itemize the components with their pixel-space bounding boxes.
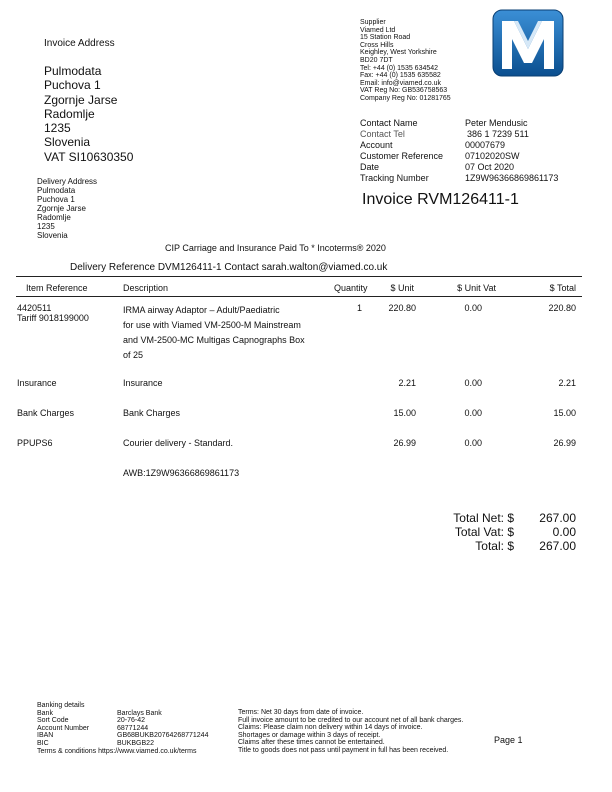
bank-value: BUKBGB22 bbox=[117, 739, 154, 747]
item-unit-vat: 0.00 bbox=[464, 378, 482, 388]
invoice-vat-number: VAT SI10630350 bbox=[44, 149, 134, 164]
viamed-logo bbox=[492, 9, 564, 77]
invoice-address-line: Puchova 1 bbox=[44, 78, 101, 93]
bank-value: GB68BUKB20764268771244 bbox=[117, 732, 209, 740]
invoice-address-line: Slovenia bbox=[44, 135, 91, 150]
delivery-address-line: Zgornje Jarse bbox=[37, 204, 86, 213]
tariff-code: Tariff 9018199000 bbox=[17, 313, 89, 323]
bank-label: Account Number bbox=[37, 724, 90, 732]
description-line: of 25 bbox=[123, 350, 144, 360]
terms-line: Title to goods does not pass until payment in full has been received. bbox=[238, 746, 449, 754]
supplier-line: Company Reg No: 01281765 bbox=[360, 94, 451, 102]
contact-value: 00007679 bbox=[465, 140, 506, 150]
bank-value: 20-76-42 bbox=[117, 717, 146, 725]
item-total: 220.80 bbox=[548, 303, 576, 313]
description-line: for use with Viamed VM-2500-M Mainstream bbox=[123, 320, 301, 330]
delivery-reference-line: Delivery Reference DVM126411-1 Contact sarah.walton@viamed.co.uk bbox=[70, 262, 388, 273]
supplier-block bbox=[360, 19, 451, 103]
description-line: and VM-2500-MC Multigas Capnographs Box bbox=[123, 335, 305, 345]
delivery-address-line: 1235 bbox=[37, 222, 55, 231]
bank-value: Barclays Bank bbox=[117, 709, 162, 717]
total-net-value: 267.00 bbox=[539, 511, 576, 525]
col-unit-vat: $ Unit Vat bbox=[457, 283, 496, 293]
viamed-logo-icon bbox=[492, 9, 564, 77]
supplier-line: Email: info@viamed.co.uk bbox=[360, 79, 442, 87]
bank-row bbox=[37, 725, 197, 733]
contact-value: 07 Oct 2020 bbox=[465, 162, 515, 172]
table-top-rule bbox=[16, 276, 582, 277]
col-total: $ Total bbox=[549, 283, 576, 293]
totals-row bbox=[420, 511, 580, 525]
bank-row bbox=[37, 740, 197, 748]
table-header bbox=[0, 283, 612, 295]
item-reference: Insurance bbox=[17, 378, 57, 388]
table-header-rule bbox=[16, 296, 582, 297]
terms-line: Claims after these times cannot be entertained. bbox=[238, 739, 385, 747]
invoice-address-block bbox=[44, 64, 133, 164]
totals-block bbox=[420, 511, 580, 553]
supplier-line: BD20 7DT bbox=[360, 56, 393, 64]
invoice-address-line: 1235 bbox=[44, 121, 71, 136]
col-item-reference: Item Reference bbox=[26, 283, 88, 293]
bank-label: IBAN bbox=[37, 732, 54, 740]
item-description: Bank Charges bbox=[123, 408, 181, 418]
item-description bbox=[123, 303, 305, 363]
col-quantity: Quantity bbox=[334, 283, 368, 293]
bank-row bbox=[37, 710, 197, 718]
bank-value: 68771244 bbox=[117, 724, 149, 732]
contact-label: Tracking Number bbox=[360, 173, 429, 183]
item-description: Courier delivery - Standard. bbox=[123, 438, 234, 448]
totals-row bbox=[420, 525, 580, 539]
invoice-address-line: Radomlje bbox=[44, 106, 95, 121]
item-unit-price: 2.21 bbox=[398, 378, 416, 388]
totals-row bbox=[420, 539, 580, 553]
item-total: 2.21 bbox=[558, 378, 576, 388]
payment-terms bbox=[238, 709, 463, 755]
terms-line: Claims: Please claim non delivery within 14 days of invoice. bbox=[238, 724, 423, 732]
delivery-address-heading: Delivery Address bbox=[37, 177, 98, 186]
item-unit-price: 26.99 bbox=[393, 438, 416, 448]
contact-label: Contact Name bbox=[360, 118, 418, 128]
item-reference bbox=[17, 303, 89, 323]
contact-value: Peter Mendusic bbox=[465, 118, 528, 128]
item-unit-vat: 0.00 bbox=[464, 408, 482, 418]
incoterms-line: CIP Carriage and Insurance Paid To * Incoterms® 2020 bbox=[165, 243, 386, 253]
invoice-address-line: Pulmodata bbox=[44, 64, 102, 78]
awb-number: AWB:1Z9W96366869861173 bbox=[123, 468, 240, 478]
supplier-line: Fax: +44 (0) 1535 635582 bbox=[360, 72, 441, 80]
total-gross-label: Total: $ bbox=[475, 539, 514, 553]
item-quantity: 1 bbox=[356, 303, 362, 313]
item-unit-price: 220.80 bbox=[388, 303, 416, 313]
delivery-address-line: Slovenia bbox=[37, 231, 68, 240]
contact-label: Date bbox=[360, 162, 380, 172]
contact-label: Account bbox=[360, 140, 393, 150]
item-unit-vat: 0.00 bbox=[464, 303, 482, 313]
supplier-line: Tel: +44 (0) 1535 634542 bbox=[360, 64, 439, 72]
bank-row bbox=[37, 717, 197, 725]
supplier-line: VAT Reg No: GB536758563 bbox=[360, 87, 448, 95]
contact-label: Customer Reference bbox=[360, 151, 444, 161]
terms-link[interactable]: Terms & conditions https://www.viamed.co.uk/terms bbox=[37, 747, 197, 755]
contact-value: 07102020SW bbox=[465, 151, 520, 161]
item-reference: Bank Charges bbox=[17, 408, 75, 418]
delivery-address-line: Radomlje bbox=[37, 213, 71, 222]
col-unit: $ Unit bbox=[390, 283, 414, 293]
page-number: Page 1 bbox=[494, 735, 523, 745]
supplier-line: Supplier bbox=[360, 19, 386, 26]
bank-row bbox=[37, 732, 209, 740]
terms-line: Full invoice amount to be credited to our account net of all bank charges. bbox=[238, 716, 464, 724]
item-code: 4420511 bbox=[17, 303, 52, 313]
delivery-address-line: Pulmodata bbox=[37, 186, 76, 195]
terms-line: Shortages or damage within 3 days of receipt. bbox=[238, 731, 381, 739]
terms-line: Terms: Net 30 days from date of invoice. bbox=[238, 709, 364, 716]
col-description: Description bbox=[123, 283, 169, 293]
supplier-line: Keighley, West Yorkshire bbox=[360, 49, 437, 57]
supplier-line: Viamed Ltd bbox=[360, 26, 396, 34]
bank-label: Bank bbox=[37, 709, 53, 717]
item-unit-price: 15.00 bbox=[393, 408, 416, 418]
supplier-line: Cross Hills bbox=[360, 41, 394, 49]
contact-value: 386 1 7239 511 bbox=[467, 129, 529, 139]
description-line: IRMA airway Adaptor – Adult/Paediatric bbox=[123, 305, 280, 315]
supplier-line: 15 Station Road bbox=[360, 34, 411, 42]
total-net-label: Total Net: $ bbox=[453, 511, 514, 525]
total-vat-value: 0.00 bbox=[552, 525, 576, 539]
banking-details bbox=[37, 702, 209, 755]
delivery-address-line: Puchova 1 bbox=[37, 195, 75, 204]
bank-label: BIC bbox=[37, 739, 49, 747]
invoice-address-line: Zgornje Jarse bbox=[44, 92, 118, 107]
contact-label: Contact Tel bbox=[360, 129, 405, 139]
contact-value: 1Z9W96366869861173 bbox=[465, 173, 559, 183]
delivery-address-block bbox=[37, 177, 97, 240]
total-vat-label: Total Vat: $ bbox=[454, 525, 514, 539]
invoice-title: Invoice RVM126411-1 bbox=[362, 191, 519, 208]
total-gross-value: 267.00 bbox=[539, 539, 576, 553]
item-total: 15.00 bbox=[553, 408, 576, 418]
item-reference: PPUPS6 bbox=[17, 438, 53, 448]
bank-label: Sort Code bbox=[37, 717, 69, 725]
invoice-address-heading: Invoice Address bbox=[44, 38, 115, 49]
item-unit-vat: 0.00 bbox=[464, 438, 482, 448]
item-total: 26.99 bbox=[553, 438, 576, 448]
item-description: Insurance bbox=[123, 378, 163, 388]
banking-heading: Banking details bbox=[37, 702, 85, 709]
